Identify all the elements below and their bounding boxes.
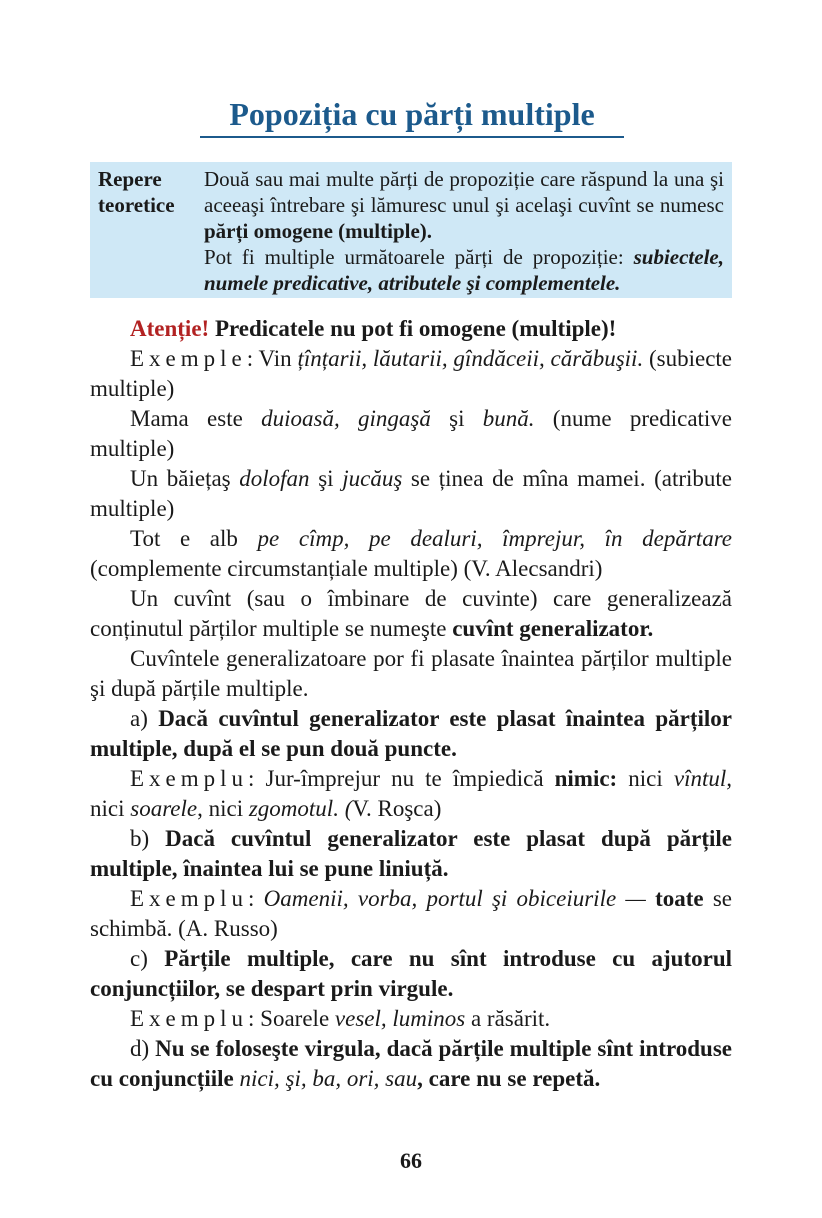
paragraph-example-c	[90, 1004, 732, 1034]
italic-text: dolofan	[239, 466, 310, 491]
bold-text: cuvînt generalizator.	[452, 616, 654, 641]
text: :	[248, 886, 264, 911]
page-title: Popoziția cu părți multiple	[229, 96, 595, 132]
text: : Jur-împrejur nu te împiedică	[248, 766, 555, 791]
paragraph-rule-a	[90, 704, 732, 764]
text: : Vin	[246, 346, 298, 371]
paragraph-example-a	[90, 764, 732, 824]
theory-text-2: Pot fi multiple următoarele părți de propoziție:	[204, 245, 634, 269]
attention-text: Predicatele nu pot fi omogene (multiple)!	[209, 316, 617, 341]
italic-text: pe cîmp, pe dealuri, împrejur, în depărtare	[257, 526, 732, 551]
bold-text: Nu se foloseşte virgula, dacă părțile multiple sînt introduse cu conjuncțiile	[90, 1036, 732, 1091]
text: Tot e alb	[130, 526, 258, 551]
theory-text	[204, 166, 724, 296]
example-label: Exemplu	[130, 1006, 249, 1031]
text: Un băiețaş	[130, 466, 240, 491]
text: se schimbă. (A. Russo)	[90, 886, 732, 941]
paragraph-example-subjects	[90, 344, 732, 404]
italic-text: țînțarii, lăutarii, gîndăceii, cărăbuşii.	[297, 346, 644, 371]
text	[646, 886, 655, 911]
bold-text: Părțile multiple, care nu sînt introduse cu ajutorul conjuncțiilor, se despart prin virgule.	[90, 946, 732, 1001]
paragraph-example-attributes	[90, 464, 732, 524]
italic-text: vesel, luminos	[334, 1006, 466, 1031]
text: c)	[130, 946, 165, 971]
bold-text: , care nu se repetă.	[417, 1066, 601, 1091]
text: (nume predicative multiple)	[90, 406, 733, 461]
text: : Soarele	[248, 1006, 335, 1031]
text: (complemente circumstanțiale multiple) (V. Alecsandri)	[90, 556, 603, 581]
italic-text: soarele	[130, 796, 198, 821]
theory-bolditalic-2: subiectele, numele predicative, atributele şi complementele.	[204, 245, 724, 295]
text: Cuvîntele generalizatoare por fi plasate înaintea părților multiple şi după părțile multiple.	[90, 646, 732, 701]
italic-text: duioasă, gingaşă	[261, 406, 431, 431]
example-label: Exemplu	[130, 886, 249, 911]
text: (subiecte multiple)	[90, 346, 733, 401]
paragraph-rule-d	[90, 1034, 732, 1094]
bold-text: Dacă cuvîntul generalizator este plasat după părțile multiple, înaintea lui se pune liniuță.	[90, 826, 732, 881]
text: , nici	[197, 796, 249, 821]
text: b)	[130, 826, 166, 851]
text: a răsărit.	[465, 1006, 551, 1031]
italic-text: Oamenii, vorba, portul şi obiceiurile —	[263, 886, 646, 911]
text: V. Roşca)	[352, 796, 442, 821]
theory-label-line2: teoretice	[98, 193, 175, 217]
example-label: Exemplu	[130, 766, 249, 791]
text: nici	[617, 766, 674, 791]
text: Un cuvînt (sau o îmbinare de cuvinte) care generalizează conținutul părților multiple se numeşte	[90, 586, 732, 641]
paragraph-rule-b	[90, 824, 732, 884]
text: d)	[130, 1036, 156, 1061]
bold-text: nimic:	[554, 766, 618, 791]
example-label: Exemple	[130, 346, 247, 371]
italic-text: zgomotul. (	[248, 796, 353, 821]
italic-text: bună.	[482, 406, 535, 431]
title-underline	[200, 136, 624, 138]
page-number: 66	[400, 1148, 422, 1173]
italic-text: vîntul,	[673, 766, 732, 791]
paragraph-example-b	[90, 884, 732, 944]
text: a)	[130, 706, 159, 731]
paragraph-example-complements	[90, 524, 732, 584]
theory-label	[98, 166, 198, 218]
theory-label-line1: Repere	[98, 167, 162, 191]
paragraph-rule-c	[90, 944, 732, 1004]
attention-label: Atenție!	[130, 316, 210, 341]
text: nici	[90, 796, 131, 821]
italic-text: nici, şi, ba, ori, sau	[239, 1066, 418, 1091]
text: şi	[309, 466, 343, 491]
bold-text: toate	[655, 886, 704, 911]
text: se ținea de mîna mamei. (atribute multiple)	[90, 466, 733, 521]
paragraph-attention	[90, 314, 732, 344]
paragraph-example-predicatives	[90, 404, 732, 464]
bold-text: Dacă cuvîntul generalizator este plasat înaintea părților multiple, după el se pun două puncte.	[90, 706, 732, 761]
body-text	[90, 314, 732, 1094]
theory-text-1: Două sau mai multe părți de propoziție care răspund la una şi aceeaşi întrebare şi lămuresc unul şi acelaşi cuvînt se numesc	[204, 167, 724, 217]
text: Mama este	[130, 406, 262, 431]
paragraph-generalizer-placement	[90, 644, 732, 704]
paragraph-generalizer-definition	[90, 584, 732, 644]
theory-bold-1: părți omogene (multiple).	[204, 219, 433, 243]
theory-box	[90, 162, 732, 298]
text: şi	[430, 406, 483, 431]
italic-text: jucăuş	[342, 466, 403, 491]
